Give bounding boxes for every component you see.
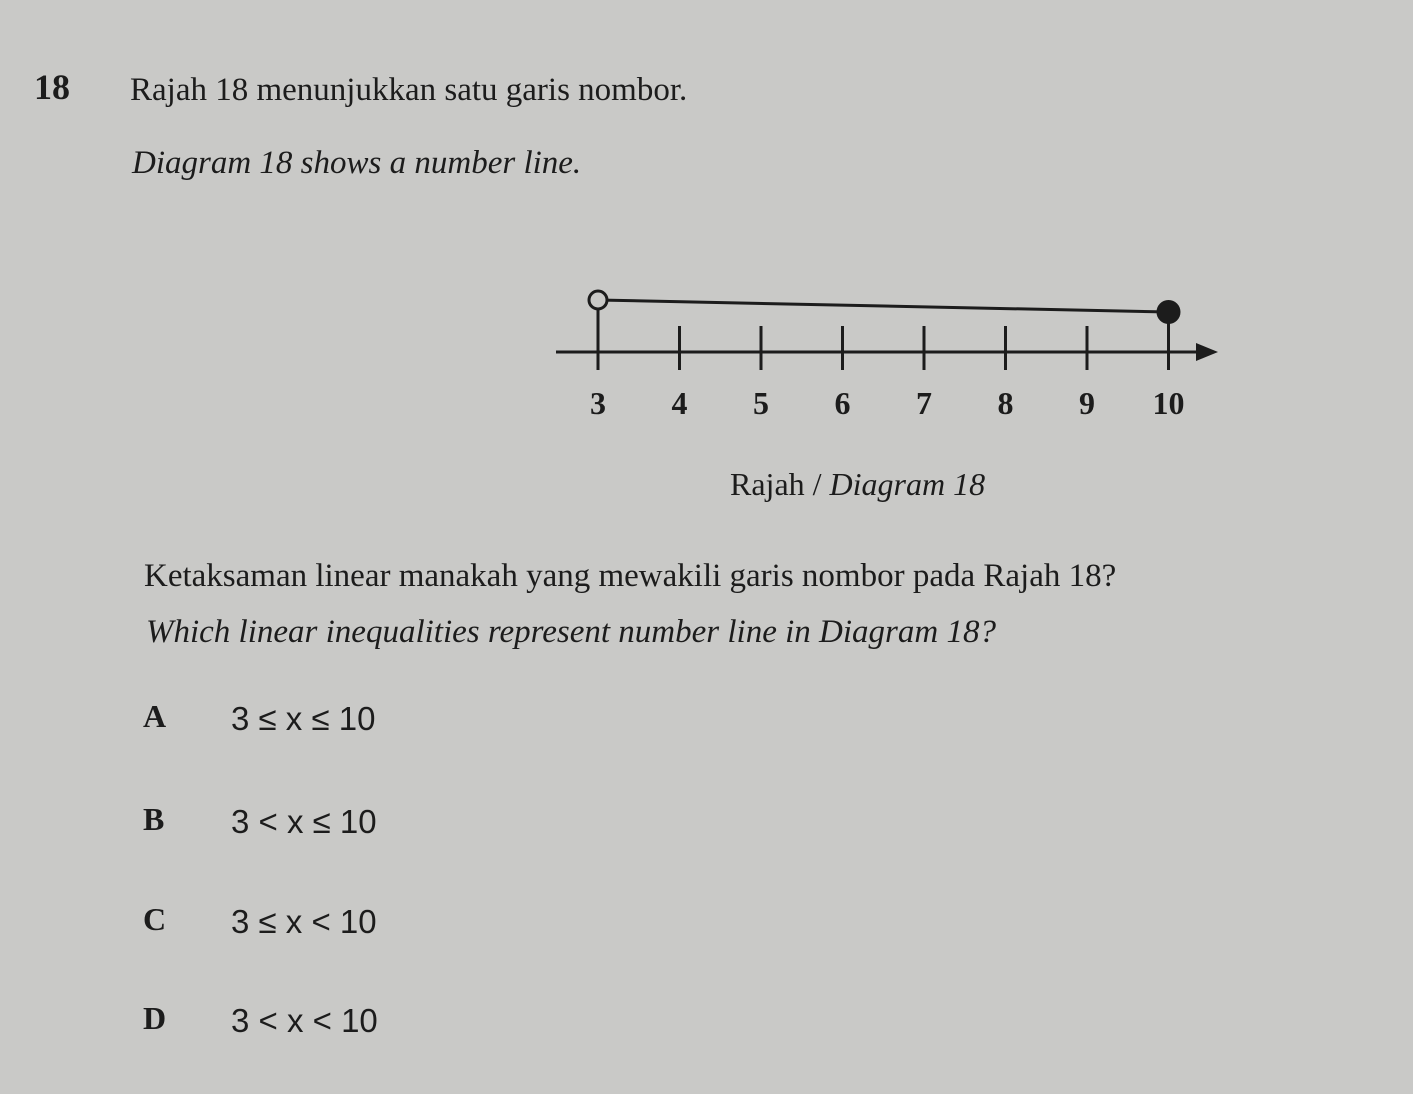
option-expression: 3 < x ≤ 10 (231, 803, 377, 840)
number-line-diagram (0, 0, 1413, 440)
question-number: 18 (34, 67, 70, 107)
prompt-english: Which linear inequalities represent number line in Diagram 18? (146, 614, 996, 650)
tick-label: 8 (997, 385, 1014, 421)
tick-label: 6 (834, 385, 851, 421)
arrow-head-icon (1196, 343, 1218, 361)
option-expression: 3 ≤ x < 10 (231, 903, 377, 940)
question-stem-malay: Rajah 18 menunjukkan satu garis nombor. (130, 72, 688, 108)
solution-ray (598, 300, 1169, 312)
option-expression: 3 ≤ x ≤ 10 (231, 700, 376, 737)
option-letter: B (143, 801, 165, 837)
diagram-caption (730, 466, 985, 503)
prompt-malay: Ketaksaman linear manakah yang mewakili garis nombor pada Rajah 18? (144, 558, 1117, 594)
option-letter: A (143, 698, 167, 734)
tick-label: 10 (1152, 385, 1185, 421)
tick-label: 4 (671, 385, 688, 421)
option-letter: D (143, 1000, 167, 1036)
question-stem-english: Diagram 18 shows a number line. (132, 145, 582, 181)
tick-label: 3 (590, 385, 606, 421)
closed-circle-endpoint (1157, 300, 1181, 324)
option-letter: C (143, 901, 167, 937)
caption-malay: Rajah / (730, 466, 830, 502)
open-circle-endpoint (589, 291, 607, 309)
tick-label: 9 (1079, 385, 1095, 421)
tick-label: 5 (753, 385, 769, 421)
option-expression: 3 < x < 10 (231, 1002, 378, 1039)
caption-english: Diagram 18 (829, 466, 986, 502)
tick-label: 7 (916, 385, 932, 421)
